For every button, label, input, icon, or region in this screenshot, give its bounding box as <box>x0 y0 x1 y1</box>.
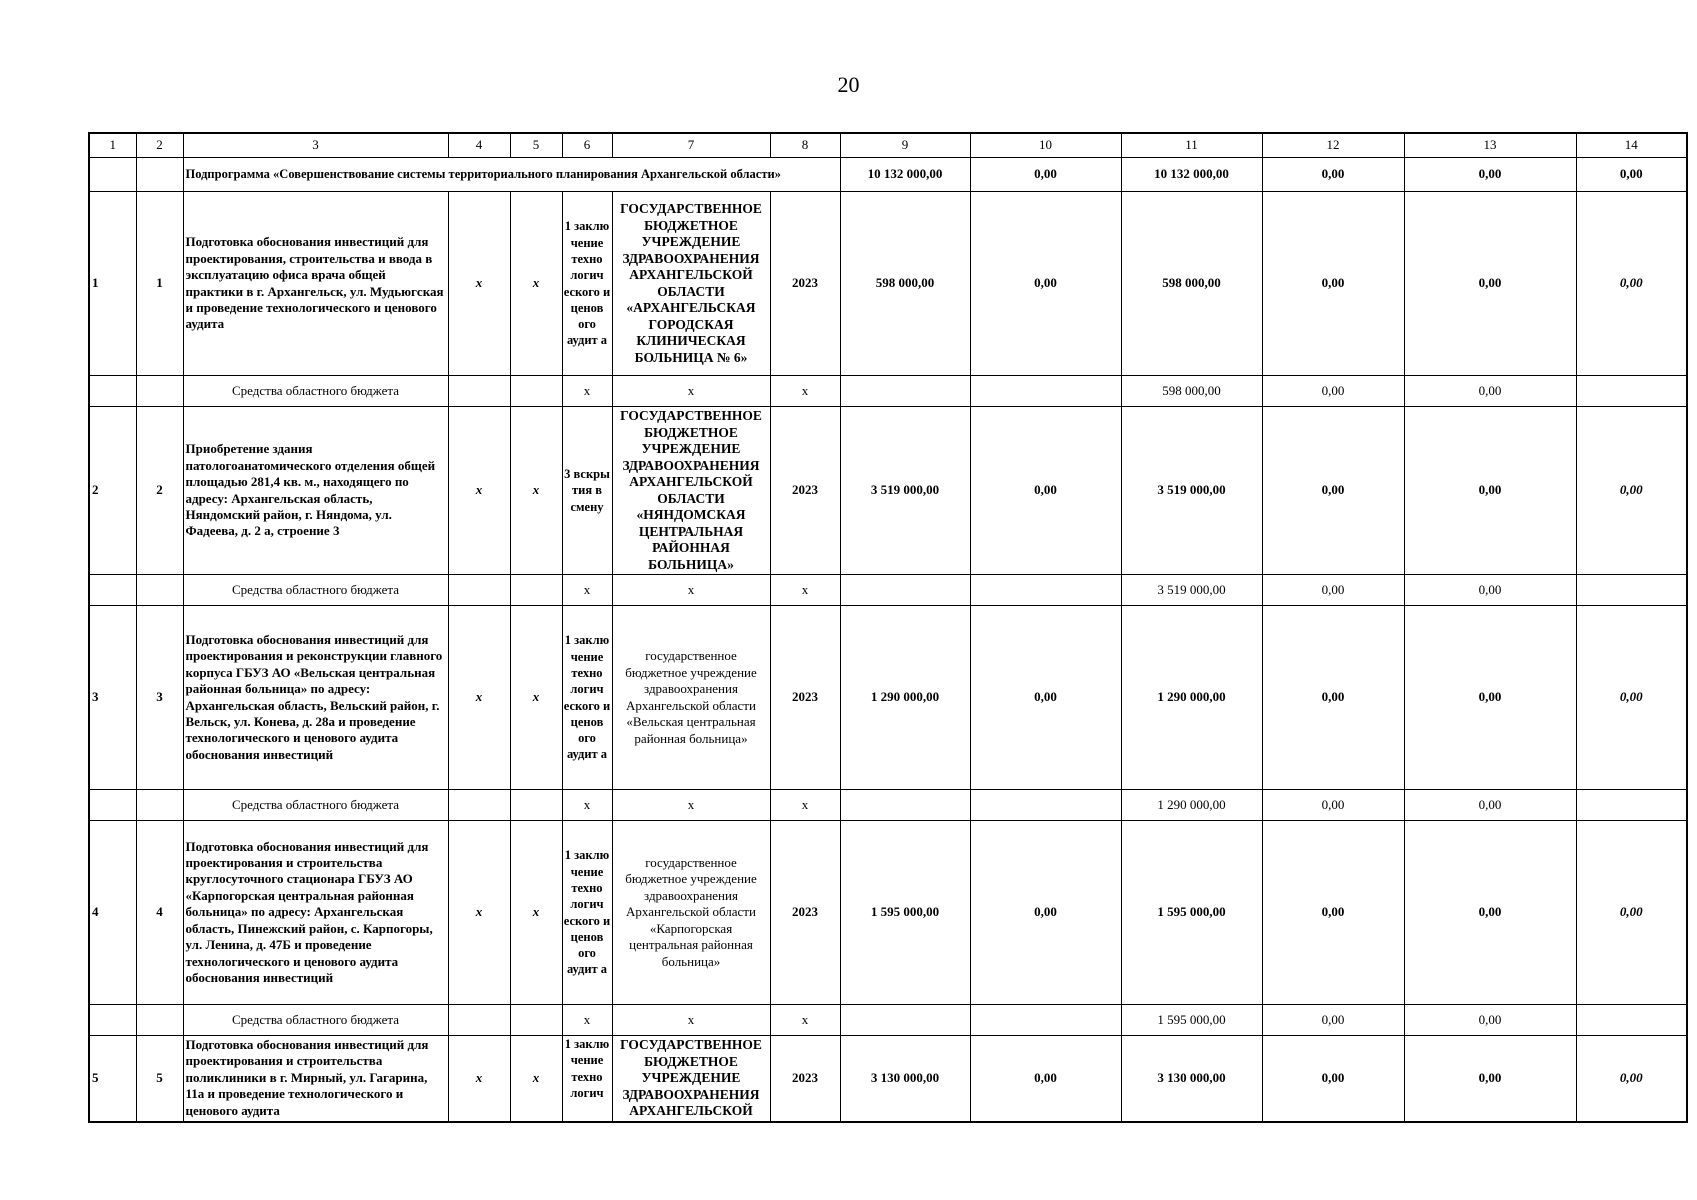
result-indicator: 1 заклю чение техно логич еского и ценов ого аудит а <box>562 192 612 376</box>
result-indicator: 1 заклю чение техно логич <box>562 1036 612 1122</box>
amount-col11: 3 519 000,00 <box>1121 407 1262 575</box>
funding-row <box>89 376 1687 407</box>
measure-name: Приобретение здания патологоанатомического отделения общей площадью 281,4 кв. м., находящего по адресу: Архангельская область, Няндомский район, г. Няндома, ул. Фадеева, д. 2 а, строение 3 <box>183 407 448 575</box>
row-sub-number: 1 <box>136 192 183 376</box>
row-number: 5 <box>89 1036 136 1122</box>
funding-amount-col13: 0,00 <box>1404 790 1576 821</box>
table-row <box>89 407 1687 575</box>
header-cell: 1 <box>89 133 136 158</box>
header-cell: 4 <box>448 133 510 158</box>
funding-col7: х <box>612 376 770 407</box>
subprogram-total-10: 0,00 <box>970 158 1121 192</box>
funding-amount-col11: 598 000,00 <box>1121 376 1262 407</box>
organization: государственное бюджетное учреждение здравоохранения Архангельской области «Карпогорская центральная районная больница» <box>612 821 770 1005</box>
header-cell: 14 <box>1576 133 1687 158</box>
header-cell: 7 <box>612 133 770 158</box>
amount-col11: 1 595 000,00 <box>1121 821 1262 1005</box>
measure-name: Подготовка обоснования инвестиций для проектирования и реконструкции главного корпуса ГБУЗ АО «Вельская центральная районная больница» по адресу: Архангельская область, Вельский район, г. Вельск, ул. Конева, д. 28а и проведение технологического и ценового аудита обоснования инвестиций <box>183 606 448 790</box>
organization: ГОСУДАРСТВЕННОЕ БЮДЖЕТНОЕ УЧРЕЖДЕНИЕ ЗДРАВООХРАНЕНИЯ АРХАНГЕЛЬСКОЙ ОБЛАСТИ «НЯНДОМСКАЯ ЦЕНТРАЛЬНАЯ РАЙОННАЯ БОЛЬНИЦА» <box>612 407 770 575</box>
funding-row <box>89 575 1687 606</box>
funding-label: Средства областного бюджета <box>183 575 448 606</box>
cell-col5: х <box>510 821 562 1005</box>
amount-col11: 3 130 000,00 <box>1121 1036 1262 1122</box>
amount-col14: 0,00 <box>1576 606 1687 790</box>
funding-amount-col13: 0,00 <box>1404 376 1576 407</box>
table-row <box>89 192 1687 376</box>
amount-col13: 0,00 <box>1404 821 1576 1005</box>
organization: ГОСУДАРСТВЕННОЕ БЮДЖЕТНОЕ УЧРЕЖДЕНИЕ ЗДРАВООХРАНЕНИЯ АРХАНГЕЛЬСКОЙ ОБЛАСТИ «АРХАНГЕЛЬСКАЯ ГОРОДСКАЯ КЛИНИЧЕСКАЯ БОЛЬНИЦА № 6» <box>612 192 770 376</box>
funding-label: Средства областного бюджета <box>183 790 448 821</box>
funding-col6: х <box>562 1005 612 1036</box>
amount-col13: 0,00 <box>1404 1036 1576 1122</box>
funding-col7: х <box>612 575 770 606</box>
amount-col10: 0,00 <box>970 821 1121 1005</box>
header-cell: 13 <box>1404 133 1576 158</box>
amount-col12: 0,00 <box>1262 407 1404 575</box>
amount-col10: 0,00 <box>970 606 1121 790</box>
year: 2023 <box>770 407 840 575</box>
header-cell: 6 <box>562 133 612 158</box>
year: 2023 <box>770 821 840 1005</box>
row-number: 3 <box>89 606 136 790</box>
cell-col4: х <box>448 1036 510 1122</box>
subprogram-row <box>89 158 1687 192</box>
funding-col8: х <box>770 575 840 606</box>
funding-amount-col11: 1 290 000,00 <box>1121 790 1262 821</box>
cell-col5: х <box>510 407 562 575</box>
measure-name: Подготовка обоснования инвестиций для проектирования, строительства и ввода в эксплуатацию офиса врача общей практики в г. Архангельск, ул. Мудьюгская и проведение технологического и ценового аудита <box>183 192 448 376</box>
amount-col9: 598 000,00 <box>840 192 970 376</box>
cell-col5: х <box>510 606 562 790</box>
organization: ГОСУДАРСТВЕННОЕ БЮДЖЕТНОЕ УЧРЕЖДЕНИЕ ЗДРАВООХРАНЕНИЯ АРХАНГЕЛЬСКОЙ <box>612 1036 770 1122</box>
year: 2023 <box>770 192 840 376</box>
measure-name: Подготовка обоснования инвестиций для проектирования и строительства поликлиники в г. Мирный, ул. Гагарина, 11а и проведение технологического и ценового аудита <box>183 1036 448 1122</box>
funding-amount-col13: 0,00 <box>1404 575 1576 606</box>
funding-amount-col12: 0,00 <box>1262 790 1404 821</box>
funding-amount-col13: 0,00 <box>1404 1005 1576 1036</box>
amount-col12: 0,00 <box>1262 821 1404 1005</box>
funding-col6: х <box>562 790 612 821</box>
row-number: 2 <box>89 407 136 575</box>
amount-col10: 0,00 <box>970 1036 1121 1122</box>
amount-col9: 3 130 000,00 <box>840 1036 970 1122</box>
amount-col13: 0,00 <box>1404 192 1576 376</box>
header-cell: 12 <box>1262 133 1404 158</box>
funding-label: Средства областного бюджета <box>183 1005 448 1036</box>
funding-amount-col11: 1 595 000,00 <box>1121 1005 1262 1036</box>
row-sub-number: 2 <box>136 407 183 575</box>
funding-row <box>89 1005 1687 1036</box>
cell-col4: х <box>448 407 510 575</box>
header-cell: 11 <box>1121 133 1262 158</box>
cell-col4: х <box>448 192 510 376</box>
year: 2023 <box>770 606 840 790</box>
cell-col4: х <box>448 821 510 1005</box>
funding-col8: х <box>770 790 840 821</box>
header-cell: 10 <box>970 133 1121 158</box>
funding-col8: х <box>770 376 840 407</box>
amount-col14: 0,00 <box>1576 1036 1687 1122</box>
result-indicator: 1 заклю чение техно логич еского и ценов ого аудит а <box>562 821 612 1005</box>
subprogram-total-12: 0,00 <box>1262 158 1404 192</box>
result-indicator: 1 заклю чение техно логич еского и ценов ого аудит а <box>562 606 612 790</box>
funding-amount-col12: 0,00 <box>1262 1005 1404 1036</box>
amount-col10: 0,00 <box>970 407 1121 575</box>
row-sub-number: 5 <box>136 1036 183 1122</box>
subprogram-total-11: 10 132 000,00 <box>1121 158 1262 192</box>
header-cell: 9 <box>840 133 970 158</box>
amount-col14: 0,00 <box>1576 821 1687 1005</box>
subprogram-total-14: 0,00 <box>1576 158 1687 192</box>
budget-table <box>88 132 1688 1123</box>
funding-col8: х <box>770 1005 840 1036</box>
year: 2023 <box>770 1036 840 1122</box>
funding-col7: х <box>612 1005 770 1036</box>
table-row <box>89 821 1687 1005</box>
header-row <box>89 133 1687 158</box>
subprogram-title: Подпрограмма «Совершенствование системы территориального планирования Архангельской области» <box>183 158 840 192</box>
funding-amount-col12: 0,00 <box>1262 575 1404 606</box>
row-sub-number: 3 <box>136 606 183 790</box>
subprogram-total-13: 0,00 <box>1404 158 1576 192</box>
amount-col10: 0,00 <box>970 192 1121 376</box>
amount-col13: 0,00 <box>1404 606 1576 790</box>
cell-col5: х <box>510 1036 562 1122</box>
table-row <box>89 1036 1687 1122</box>
amount-col11: 598 000,00 <box>1121 192 1262 376</box>
cell-col4: х <box>448 606 510 790</box>
amount-col14: 0,00 <box>1576 407 1687 575</box>
amount-col11: 1 290 000,00 <box>1121 606 1262 790</box>
header-cell: 8 <box>770 133 840 158</box>
measure-name: Подготовка обоснования инвестиций для проектирования и строительства круглосуточного стационара ГБУЗ АО «Карпогорская центральная районная больница» по адресу: Архангельская область, Пинежский район, с. Карпогоры, ул. Ленина, д. 47Б и проведение технологического и ценового аудита обоснования инвестиций <box>183 821 448 1005</box>
funding-col7: х <box>612 790 770 821</box>
subprogram-total-9: 10 132 000,00 <box>840 158 970 192</box>
amount-col9: 1 595 000,00 <box>840 821 970 1005</box>
funding-label: Средства областного бюджета <box>183 376 448 407</box>
amount-col12: 0,00 <box>1262 1036 1404 1122</box>
amount-col14: 0,00 <box>1576 192 1687 376</box>
amount-col12: 0,00 <box>1262 606 1404 790</box>
funding-row <box>89 790 1687 821</box>
header-cell: 3 <box>183 133 448 158</box>
organization: государственное бюджетное учреждение здравоохранения Архангельской области «Вельская центральная районная больница» <box>612 606 770 790</box>
cell-col5: х <box>510 192 562 376</box>
funding-amount-col11: 3 519 000,00 <box>1121 575 1262 606</box>
amount-col9: 3 519 000,00 <box>840 407 970 575</box>
amount-col12: 0,00 <box>1262 192 1404 376</box>
table-row <box>89 606 1687 790</box>
funding-col6: х <box>562 575 612 606</box>
amount-col13: 0,00 <box>1404 407 1576 575</box>
row-number: 1 <box>89 192 136 376</box>
result-indicator: 3 вскры тия в смену <box>562 407 612 575</box>
funding-col6: х <box>562 376 612 407</box>
amount-col9: 1 290 000,00 <box>840 606 970 790</box>
funding-amount-col12: 0,00 <box>1262 376 1404 407</box>
row-sub-number: 4 <box>136 821 183 1005</box>
header-cell: 2 <box>136 133 183 158</box>
row-number: 4 <box>89 821 136 1005</box>
page-number: 20 <box>837 72 860 97</box>
header-cell: 5 <box>510 133 562 158</box>
